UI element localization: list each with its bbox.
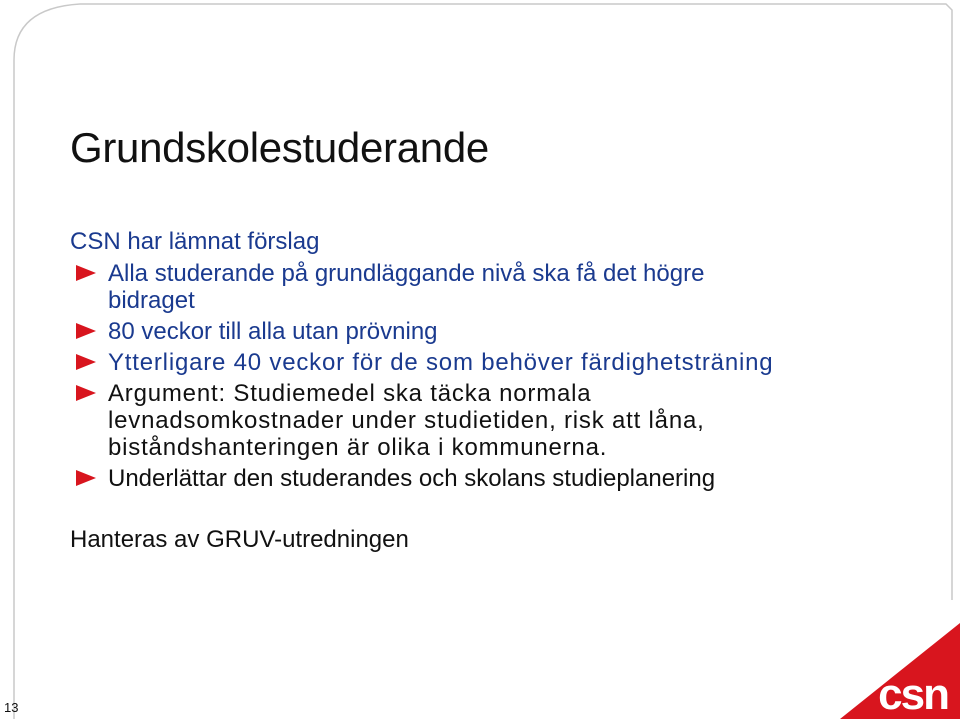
bullet-item <box>74 380 894 461</box>
triangle-bullet-icon <box>76 470 96 486</box>
csn-logo <box>840 623 960 719</box>
section-heading: CSN har lämnat förslag <box>70 228 320 255</box>
bullet-line: bidraget <box>108 287 195 314</box>
bullet-line: Alla studerande på grundläggande nivå ska få det högre <box>108 260 705 287</box>
slide-title: Grundskolestuderande <box>70 124 489 171</box>
bullet-item <box>74 260 894 314</box>
csn-logo-text: csn <box>878 670 948 719</box>
bullet-line: 80 veckor till alla utan prövning <box>108 318 438 345</box>
triangle-bullet-icon <box>76 265 96 281</box>
bullet-line: Argument: Studiemedel ska täcka normala <box>108 380 592 407</box>
footer-text: Hanteras av GRUV-utredningen <box>70 526 409 553</box>
bullet-item <box>74 349 894 376</box>
bullet-item <box>74 465 894 492</box>
bullet-line: levnadsomkostnader under studietiden, risk att låna, <box>108 407 705 434</box>
bullet-line: Ytterligare 40 veckor för de som behöver färdighetsträning <box>108 349 774 376</box>
bullet-line: biståndshanteringen är olika i kommunerna. <box>108 434 608 461</box>
page-number: 13 <box>4 700 19 715</box>
bullet-list <box>74 260 894 494</box>
triangle-bullet-icon <box>76 323 96 339</box>
bullet-line: Underlättar den studerandes och skolans studieplanering <box>108 465 716 492</box>
bullet-item <box>74 318 894 345</box>
triangle-bullet-icon <box>76 354 96 370</box>
triangle-bullet-icon <box>76 385 96 401</box>
